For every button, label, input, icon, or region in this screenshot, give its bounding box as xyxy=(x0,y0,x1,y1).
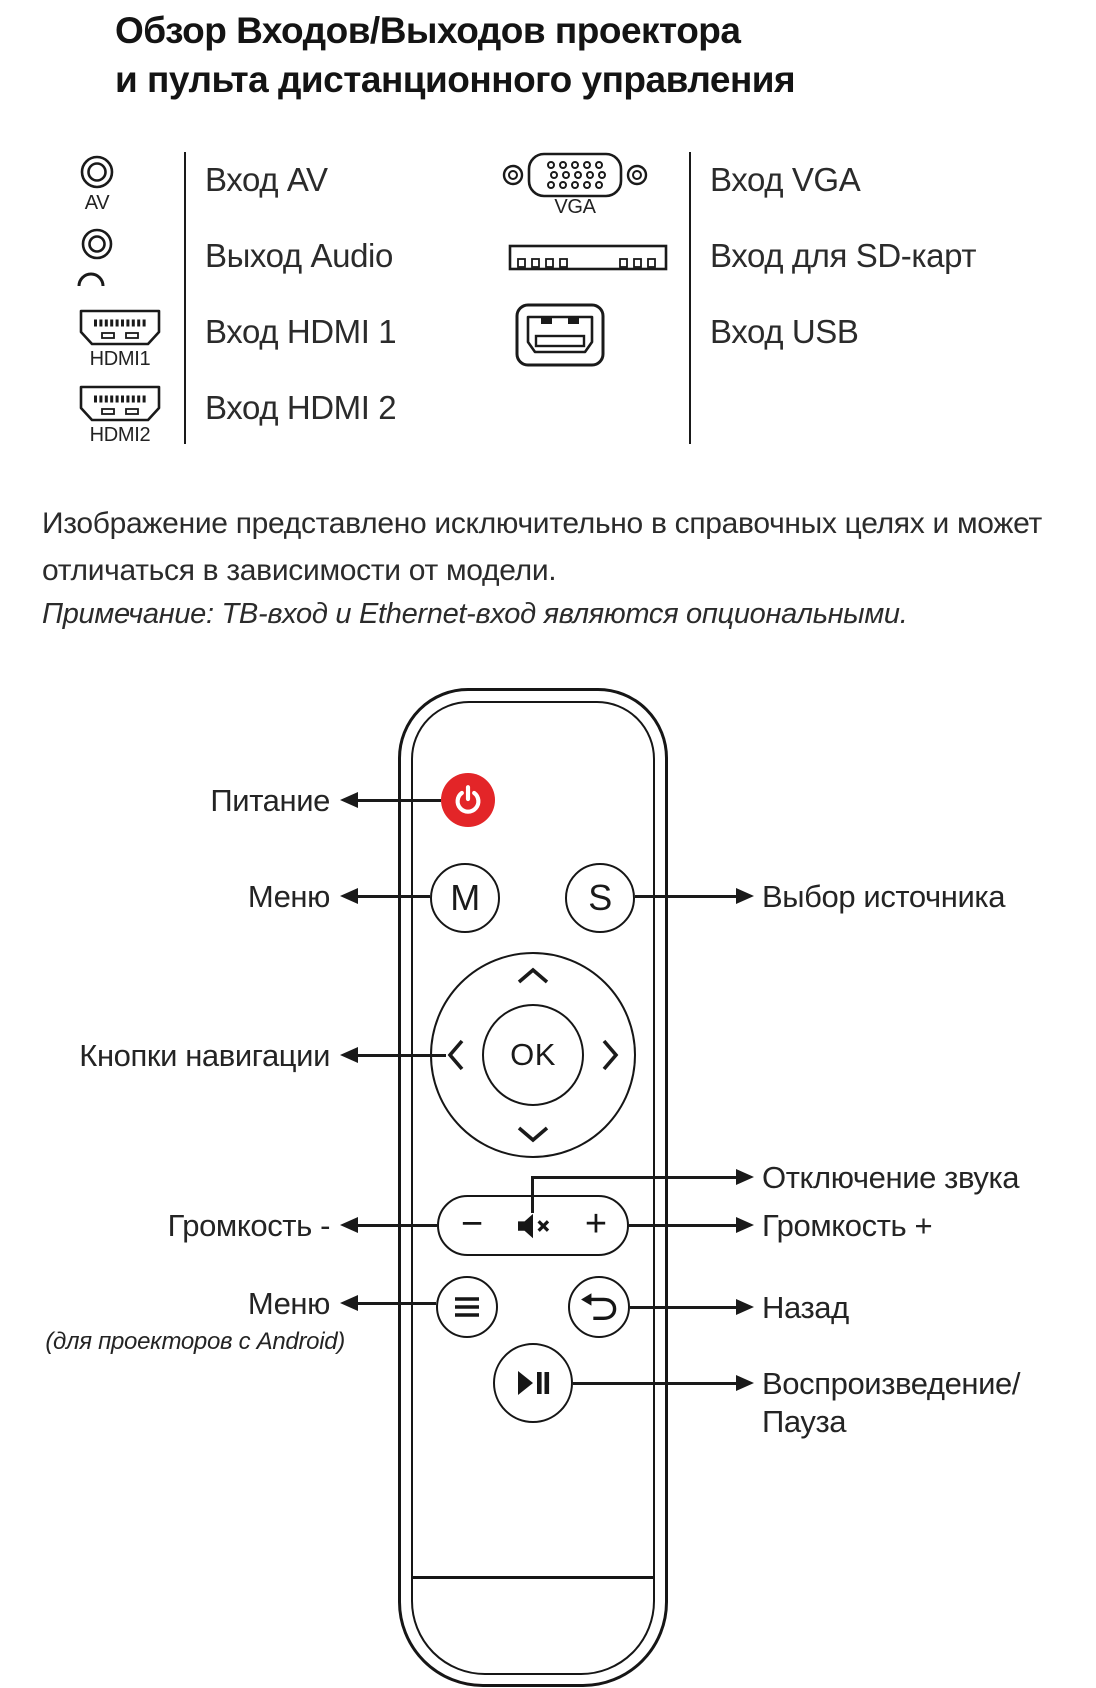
back-label: Назад xyxy=(762,1290,849,1325)
play-pause-arrow-head xyxy=(736,1375,754,1391)
port-label-audio-out: Выход Audio xyxy=(205,237,393,274)
source-arrow-line xyxy=(635,895,736,898)
menu-arrow-line xyxy=(355,895,430,898)
mute-icon xyxy=(514,1211,552,1241)
play-pause-icon xyxy=(516,1368,550,1398)
navigation-arrow-line xyxy=(355,1054,446,1057)
back-arrow-head xyxy=(736,1299,754,1315)
power-icon xyxy=(451,783,485,817)
android-menu-button xyxy=(436,1276,498,1338)
nav-up-icon xyxy=(515,966,551,986)
page-title-line1: Обзор Входов/Выходов проектора xyxy=(115,10,741,51)
page-title-line2: и пульта дистанционного управления xyxy=(115,59,796,100)
hdmi1-icon xyxy=(78,306,162,348)
remote-bottom-divider xyxy=(413,1576,653,1579)
usb-port-icon xyxy=(514,302,606,368)
vga-caption: VGA xyxy=(554,196,596,218)
headphone-jack-icon xyxy=(73,228,121,290)
power-arrow-line xyxy=(355,799,441,802)
volume-down-key: − xyxy=(460,1203,484,1245)
nav-left-icon xyxy=(446,1037,466,1073)
hdmi2-icon xyxy=(78,382,162,424)
back-arrow-line xyxy=(630,1306,736,1309)
source-label: Выбор источника xyxy=(762,879,1006,914)
port-label-usb: Вход USB xyxy=(710,313,859,350)
android-menu-arrow-line xyxy=(355,1302,436,1305)
port-label-vga: Вход VGA xyxy=(710,161,861,198)
power-label: Питание xyxy=(210,783,330,818)
hdmi2-caption: HDMI2 xyxy=(89,424,151,446)
av-jack-icon xyxy=(75,150,119,194)
disclaimer-text: Изображение представлено исключительно в справочных целях и может отличаться в зависимости от модели. xyxy=(42,507,1042,587)
play-pause-button xyxy=(493,1343,573,1423)
navigation-label: Кнопки навигации xyxy=(79,1038,330,1073)
volume-up-arrow-head xyxy=(736,1217,754,1233)
menu-button xyxy=(430,863,500,933)
ok-button-label: OK xyxy=(510,1037,556,1072)
right-column-divider xyxy=(689,152,691,444)
port-label-sd: Вход для SD-карт xyxy=(710,237,977,274)
hdmi1-caption: HDMI1 xyxy=(89,348,151,370)
back-button xyxy=(568,1276,630,1338)
port-label-hdmi1: Вход HDMI 1 xyxy=(205,313,397,350)
source-button xyxy=(565,863,635,933)
left-column-divider xyxy=(184,152,186,444)
volume-down-label: Громкость - xyxy=(167,1208,330,1243)
play-pause-label-line1: Воспроизведение/ xyxy=(762,1366,1021,1401)
android-menu-sublabel: (для проекторов с Android) xyxy=(45,1328,345,1355)
play-pause-label-line2: Пауза xyxy=(762,1404,847,1439)
volume-up-key: + xyxy=(584,1203,608,1245)
ok-button xyxy=(482,1004,584,1106)
note-text: Примечание: ТВ-вход и Ethernet-вход являются опциональными. xyxy=(42,598,908,630)
source-button-letter: S xyxy=(588,877,612,918)
menu-button-letter: M xyxy=(450,877,480,918)
port-label-hdmi2: Вход HDMI 2 xyxy=(205,389,397,426)
source-arrow-head xyxy=(736,888,754,904)
sd-card-slot-icon xyxy=(508,244,668,272)
mute-arrow-head xyxy=(736,1169,754,1185)
android-menu-label: Меню xyxy=(247,1286,330,1321)
volume-down-arrow-line xyxy=(355,1224,437,1227)
nav-right-icon xyxy=(600,1037,620,1073)
port-label-av: Вход AV xyxy=(205,161,328,198)
nav-down-icon xyxy=(515,1124,551,1144)
mute-label: Отключение звука xyxy=(762,1160,1020,1195)
mute-arrow-line xyxy=(531,1176,737,1179)
power-button xyxy=(441,773,495,827)
play-pause-arrow-line xyxy=(573,1382,736,1385)
volume-up-label: Громкость + xyxy=(762,1208,933,1243)
av-jack-caption: AV xyxy=(84,192,110,214)
menu-label: Меню xyxy=(247,879,330,914)
back-icon xyxy=(580,1290,618,1324)
mute-arrow-vertical xyxy=(531,1177,534,1213)
volume-up-arrow-line xyxy=(629,1224,736,1227)
hamburger-icon xyxy=(454,1296,480,1318)
